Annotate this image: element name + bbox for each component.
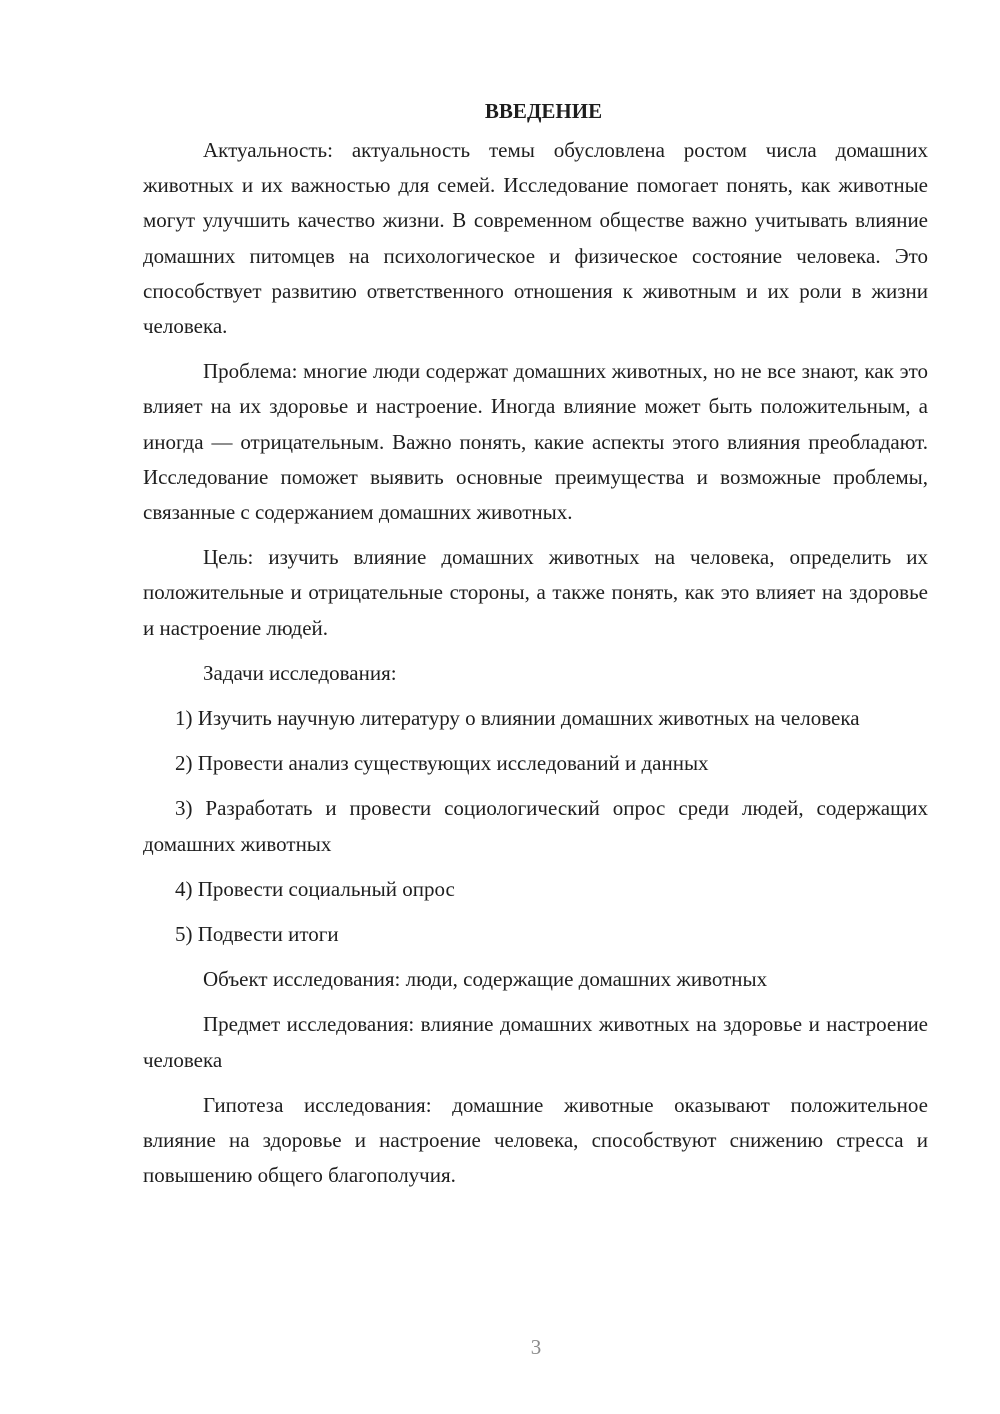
- relevance-paragraph: Актуальность: актуальность темы обусловлена ростом числа домашних животных и их важностью для семей. Исследование помогает понять, как животные могут улучшить качество жизни. В современном обществе важно учитывать влияние домашних питомцев на психологическое и физическое состояние человека. Это способствует развитию ответственного отношения к животным и их роли в жизни человека.: [143, 138, 928, 339]
- page-content: [143, 96, 928, 1193]
- task-item-3: 3) Разработать и провести социологический опрос среди людей, содержащих домашних животных: [143, 796, 928, 856]
- problem-paragraph: Проблема: многие люди содержат домашних животных, но не все знают, как это влияет на их здоровье и настроение. Иногда влияние может быть положительным, а иногда — отрицательным. Важно понять, какие аспекты этого влияния преобладают. Исследование поможет выявить основные преимущества и возможные проблемы, связанные с содержанием домашних животных.: [143, 359, 928, 525]
- tasks-title: Задачи исследования:: [203, 660, 397, 685]
- page-number: 3: [530, 1335, 542, 1359]
- task-item-4: 4) Провести социальный опрос: [175, 876, 455, 901]
- object-paragraph: Объект исследования: люди, содержащие домашних животных: [203, 967, 768, 992]
- task-item-2: 2) Провести анализ существующих исследований и данных: [175, 751, 709, 776]
- goal-paragraph: Цель: изучить влияние домашних животных на человека, определить их положительные и отрицательные стороны, а также понять, как это влияет на здоровье и настроение людей.: [143, 545, 928, 640]
- task-item-1: 1) Изучить научную литературу о влиянии домашних животных на человека: [175, 706, 860, 731]
- subject-paragraph: Предмет исследования: влияние домашних животных на здоровье и настроение человека: [143, 1012, 928, 1072]
- section-heading: ВВЕДЕНИЕ: [484, 99, 603, 123]
- hypothesis-paragraph: Гипотеза исследования: домашние животные оказывают положительное влияние на здоровье и настроение человека, способствуют снижению стресса и повышению общего благополучия.: [143, 1092, 928, 1188]
- task-item-5: 5) Подвести итоги: [175, 922, 339, 947]
